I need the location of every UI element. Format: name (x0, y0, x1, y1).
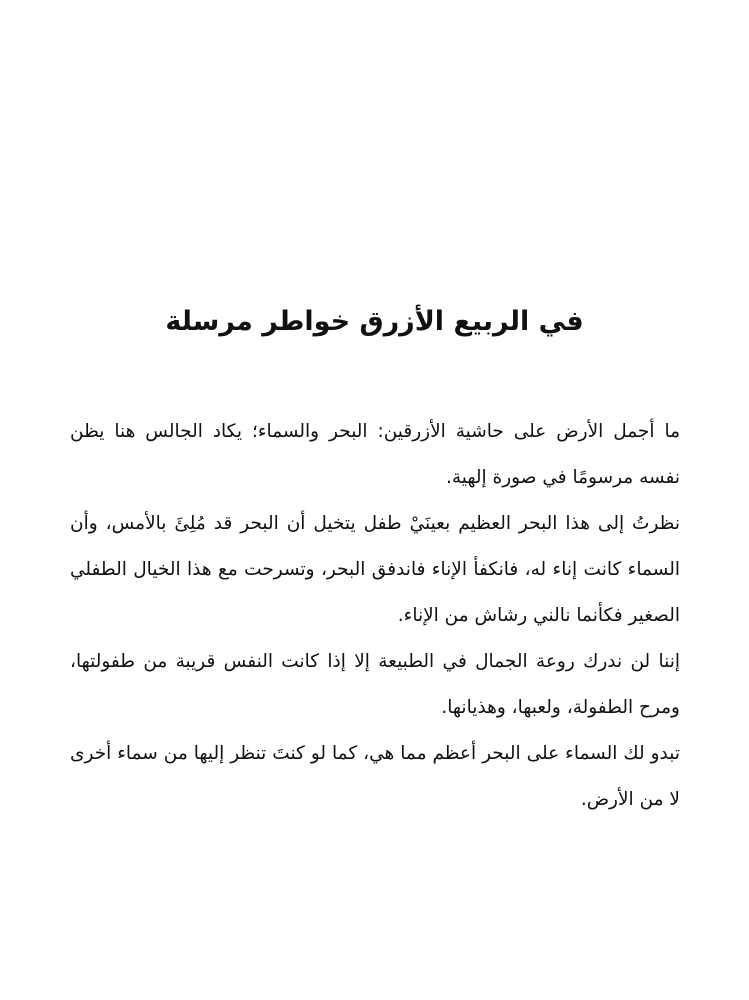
paragraph-3: إننا لن ندرك روعة الجمال في الطبيعة إلا إذا كانت النفس قريبة من طفولتها، ومرح الطفولة، ولعبها، وهذيانها. (70, 651, 680, 718)
paragraph-1: ما أجمل الأرض على حاشية الأزرقين: البحر والسماء؛ يكاد الجالس هنا يظن نفسه مرسومًا في صورة إلهية. (70, 421, 680, 488)
paragraph-4: تبدو لك السماء على البحر أعظم مما هي، كما لو كنتَ تنظر إليها من سماء أخرى لا من الأرض. (70, 743, 680, 810)
document-title: في الربيع الأزرق خواطر مرسلة (165, 306, 584, 337)
document-body (70, 409, 680, 823)
paragraph-2: نظرتُ إلى هذا البحر العظيم بعينَيْ طفل يتخيل أن البحر قد مُلِئَ بالأمس، وأن السماء كانت إناء له، فانكفأ الإناء فاندفق البحر، وتسرحت مع هذا الخيال الطفلي الصغير فكأنما نالني رشاش من الإناء. (70, 513, 680, 626)
